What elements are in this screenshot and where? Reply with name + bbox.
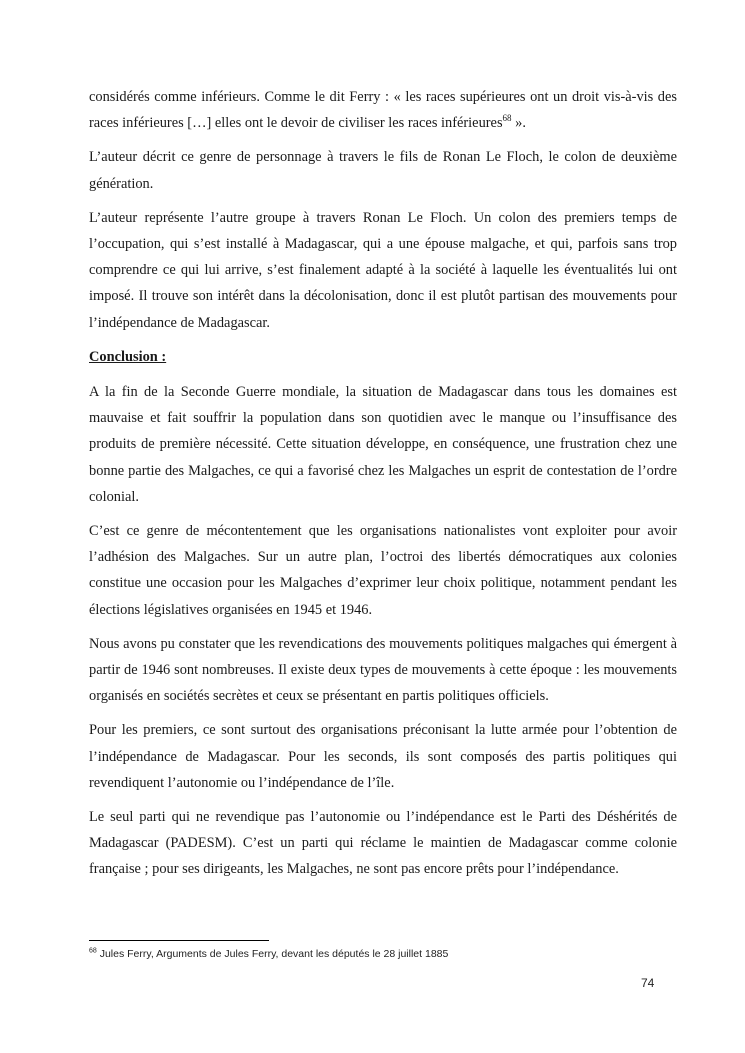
paragraph-conclusion-4: Pour les premiers, ce sont surtout des organisations préconisant la lutte armée pour l’obtention de l’indépendance de Madagascar. Pour les seconds, ils sont composés des partis politiques qui revendiquent l’autonomie ou l’indépendance de l’île. [89,722,677,791]
paragraph-conclusion-2: C’est ce genre de mécontentement que les organisations nationalistes vont exploiter pour avoir l’adhésion des Malgaches. Sur un autre plan, l’octroi des libertés démocratiques aux colonies constitue une occasion pour les Malgaches d’exprimer leur choix politique, notamment pendant les élections législatives organisées en 1945 et 1946. [89,523,677,618]
paragraph-son-character: L’auteur décrit ce genre de personnage à travers le fils de Ronan Le Floch, le colon de deuxième génération. [89,149,677,192]
footnote-text: Jules Ferry, Arguments de Jules Ferry, devant les députés le 28 juillet 1885 [96,948,449,960]
section-heading-conclusion: Conclusion : [89,348,167,365]
document-body [89,84,677,891]
paragraph-ronan-le-floch: L’auteur représente l’autre groupe à travers Ronan Le Floch. Un colon des premiers temps de l’occupation, qui s’est installé à Madagascar, qui a une épouse malgache, et qui, parfois sans trop comprendre ce qui lui arrive, s’est finalement adapté à la société à laquelle les éventualités lui ont imposé. Il trouve son intérêt dans la décolonisation, donc il est plutôt partisan des mouvements pour l’indépendance de Madagascar. [89,209,677,331]
paragraph-conclusion-5: Le seul parti qui ne revendique pas l’autonomie ou l’indépendance est le Parti des Déshérités de Madagascar (PADESM). C’est un parti qui réclame le maintien de Madagascar comme colonie française ; pour ses dirigeants, les Malgaches, ne sont pas encore prêts pour l’indépendance. [89,809,677,878]
footnote-number: 68 [89,947,97,955]
footnote [89,948,448,960]
paragraph-conclusion-3: Nous avons pu constater que les revendications des mouvements politiques malgaches qui émergent à partir de 1946 sont nombreuses. Il existe deux types de mouvements à cette époque : les mouvements organisés en sociétés secrètes et ceux se présentant en partis politiques officiels. [89,635,677,705]
page-number: 74 [641,976,655,990]
paragraph-conclusion-1: A la fin de la Seconde Guerre mondiale, la situation de Madagascar dans tous les domaines est mauvaise et fait souffrir la population dans son quotidien avec le manque ou l’insuffisance des produits de première nécessité. Cette situation développe, en conséquence, une frustration chez une bonne partie des Malgaches, ce qui a favorisé chez les Malgaches un esprit de contestation de l’ordre colonial. [89,384,677,505]
paragraph-ferry-quote: considérés comme inférieurs. Comme le dit Ferry : « les races supérieures ont un droit vis-à-vis des races inférieures […] elles ont le devoir de civiliser les races inférieures$^{68}$ ». [89,89,677,132]
footnote-divider [89,940,269,941]
footnote-reference[interactable]: 68 [502,113,512,124]
